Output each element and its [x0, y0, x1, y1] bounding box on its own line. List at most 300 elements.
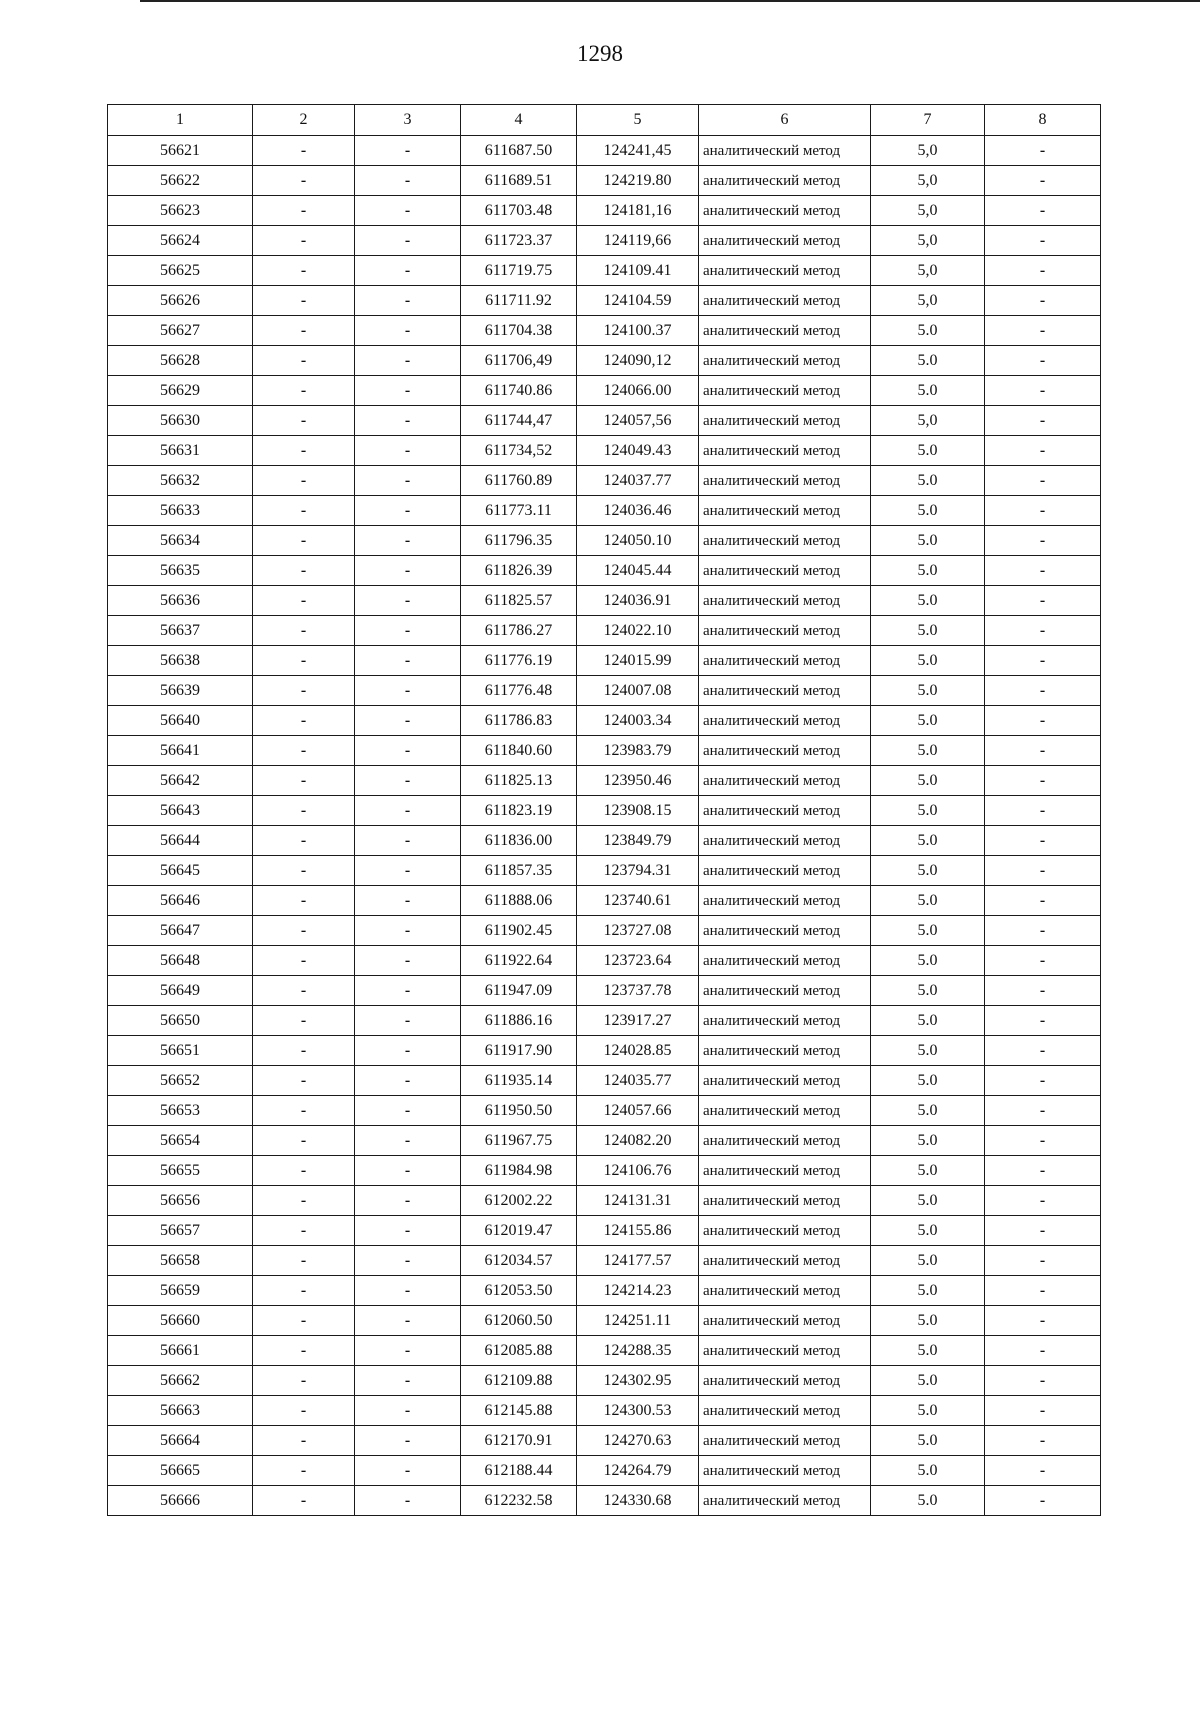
method-cell: аналитический метод	[699, 226, 871, 256]
accuracy-cell: 5,0	[871, 406, 985, 436]
accuracy-cell: 5,0	[871, 196, 985, 226]
table-row	[108, 1156, 1101, 1186]
y-coordinate-cell: 124251.11	[577, 1306, 699, 1336]
point-number-cell: 56658	[108, 1246, 253, 1276]
y-coordinate-cell: 123794.31	[577, 856, 699, 886]
col8-cell: -	[985, 436, 1101, 466]
accuracy-cell: 5.0	[871, 646, 985, 676]
table-row	[108, 736, 1101, 766]
point-number-cell: 56650	[108, 1006, 253, 1036]
point-number-cell: 56645	[108, 856, 253, 886]
point-number-cell: 56640	[108, 706, 253, 736]
accuracy-cell: 5,0	[871, 256, 985, 286]
y-coordinate-cell: 124036.46	[577, 496, 699, 526]
table-row	[108, 886, 1101, 916]
method-cell: аналитический метод	[699, 1036, 871, 1066]
point-number-cell: 56647	[108, 916, 253, 946]
table-row	[108, 826, 1101, 856]
method-cell: аналитический метод	[699, 1066, 871, 1096]
x-coordinate-cell: 611734,52	[461, 436, 577, 466]
x-coordinate-cell: 611840.60	[461, 736, 577, 766]
col2-cell: -	[253, 1396, 355, 1426]
point-number-cell: 56631	[108, 436, 253, 466]
col3-cell: -	[355, 556, 461, 586]
point-number-cell: 56661	[108, 1336, 253, 1366]
y-coordinate-cell: 124057,56	[577, 406, 699, 436]
method-cell: аналитический метод	[699, 946, 871, 976]
method-cell: аналитический метод	[699, 916, 871, 946]
method-cell: аналитический метод	[699, 1396, 871, 1426]
method-cell: аналитический метод	[699, 1186, 871, 1216]
accuracy-cell: 5.0	[871, 1126, 985, 1156]
table-row	[108, 1066, 1101, 1096]
col3-cell: -	[355, 256, 461, 286]
col8-cell: -	[985, 826, 1101, 856]
method-cell: аналитический метод	[699, 826, 871, 856]
column-header-8: 8	[985, 105, 1101, 136]
method-cell: аналитический метод	[699, 166, 871, 196]
col8-cell: -	[985, 196, 1101, 226]
header-row	[108, 105, 1101, 136]
y-coordinate-cell: 124015.99	[577, 646, 699, 676]
col2-cell: -	[253, 1246, 355, 1276]
y-coordinate-cell: 124106.76	[577, 1156, 699, 1186]
col2-cell: -	[253, 1006, 355, 1036]
col3-cell: -	[355, 466, 461, 496]
x-coordinate-cell: 611786.83	[461, 706, 577, 736]
col2-cell: -	[253, 526, 355, 556]
col2-cell: -	[253, 406, 355, 436]
y-coordinate-cell: 123723.64	[577, 946, 699, 976]
col8-cell: -	[985, 1396, 1101, 1426]
col3-cell: -	[355, 1006, 461, 1036]
y-coordinate-cell: 124045.44	[577, 556, 699, 586]
accuracy-cell: 5.0	[871, 496, 985, 526]
point-number-cell: 56660	[108, 1306, 253, 1336]
x-coordinate-cell: 611967.75	[461, 1126, 577, 1156]
col8-cell: -	[985, 886, 1101, 916]
x-coordinate-cell: 611706,49	[461, 346, 577, 376]
point-number-cell: 56648	[108, 946, 253, 976]
point-number-cell: 56663	[108, 1396, 253, 1426]
col2-cell: -	[253, 436, 355, 466]
col3-cell: -	[355, 706, 461, 736]
table-row	[108, 1096, 1101, 1126]
method-cell: аналитический метод	[699, 1306, 871, 1336]
x-coordinate-cell: 611857.35	[461, 856, 577, 886]
x-coordinate-cell: 611773.11	[461, 496, 577, 526]
col3-cell: -	[355, 736, 461, 766]
x-coordinate-cell: 611888.06	[461, 886, 577, 916]
col2-cell: -	[253, 766, 355, 796]
y-coordinate-cell: 124330.68	[577, 1486, 699, 1516]
y-coordinate-cell: 124007.08	[577, 676, 699, 706]
col2-cell: -	[253, 1456, 355, 1486]
y-coordinate-cell: 124109.41	[577, 256, 699, 286]
x-coordinate-cell: 611719.75	[461, 256, 577, 286]
column-header-5: 5	[577, 105, 699, 136]
x-coordinate-cell: 611723.37	[461, 226, 577, 256]
col2-cell: -	[253, 946, 355, 976]
accuracy-cell: 5.0	[871, 766, 985, 796]
col3-cell: -	[355, 796, 461, 826]
method-cell: аналитический метод	[699, 976, 871, 1006]
accuracy-cell: 5.0	[871, 436, 985, 466]
accuracy-cell: 5,0	[871, 166, 985, 196]
x-coordinate-cell: 611776.19	[461, 646, 577, 676]
col3-cell: -	[355, 496, 461, 526]
col2-cell: -	[253, 376, 355, 406]
col2-cell: -	[253, 826, 355, 856]
point-number-cell: 56654	[108, 1126, 253, 1156]
method-cell: аналитический метод	[699, 1426, 871, 1456]
x-coordinate-cell: 611760.89	[461, 466, 577, 496]
accuracy-cell: 5.0	[871, 676, 985, 706]
col3-cell: -	[355, 376, 461, 406]
col8-cell: -	[985, 916, 1101, 946]
method-cell: аналитический метод	[699, 1246, 871, 1276]
col8-cell: -	[985, 1456, 1101, 1486]
point-number-cell: 56644	[108, 826, 253, 856]
col8-cell: -	[985, 526, 1101, 556]
accuracy-cell: 5.0	[871, 1396, 985, 1426]
col3-cell: -	[355, 1066, 461, 1096]
accuracy-cell: 5.0	[871, 1036, 985, 1066]
y-coordinate-cell: 123849.79	[577, 826, 699, 856]
method-cell: аналитический метод	[699, 1006, 871, 1036]
col2-cell: -	[253, 136, 355, 166]
col8-cell: -	[985, 1096, 1101, 1126]
x-coordinate-cell: 611786.27	[461, 616, 577, 646]
col3-cell: -	[355, 826, 461, 856]
point-number-cell: 56653	[108, 1096, 253, 1126]
accuracy-cell: 5.0	[871, 1366, 985, 1396]
accuracy-cell: 5,0	[871, 286, 985, 316]
x-coordinate-cell: 612109.88	[461, 1366, 577, 1396]
method-cell: аналитический метод	[699, 196, 871, 226]
y-coordinate-cell: 123727.08	[577, 916, 699, 946]
col8-cell: -	[985, 1426, 1101, 1456]
col3-cell: -	[355, 136, 461, 166]
point-number-cell: 56662	[108, 1366, 253, 1396]
accuracy-cell: 5.0	[871, 316, 985, 346]
table-row	[108, 976, 1101, 1006]
point-number-cell: 56625	[108, 256, 253, 286]
accuracy-cell: 5.0	[871, 376, 985, 406]
table-row	[108, 256, 1101, 286]
col8-cell: -	[985, 736, 1101, 766]
col2-cell: -	[253, 1366, 355, 1396]
y-coordinate-cell: 123950.46	[577, 766, 699, 796]
table-row	[108, 556, 1101, 586]
table-row	[108, 646, 1101, 676]
x-coordinate-cell: 611796.35	[461, 526, 577, 556]
col2-cell: -	[253, 166, 355, 196]
y-coordinate-cell: 124264.79	[577, 1456, 699, 1486]
x-coordinate-cell: 611689.51	[461, 166, 577, 196]
method-cell: аналитический метод	[699, 496, 871, 526]
method-cell: аналитический метод	[699, 1366, 871, 1396]
x-coordinate-cell: 612002.22	[461, 1186, 577, 1216]
accuracy-cell: 5.0	[871, 1156, 985, 1186]
x-coordinate-cell: 611917.90	[461, 1036, 577, 1066]
col8-cell: -	[985, 1126, 1101, 1156]
col2-cell: -	[253, 1036, 355, 1066]
col2-cell: -	[253, 1216, 355, 1246]
accuracy-cell: 5.0	[871, 1006, 985, 1036]
y-coordinate-cell: 124300.53	[577, 1396, 699, 1426]
x-coordinate-cell: 612170.91	[461, 1426, 577, 1456]
col2-cell: -	[253, 346, 355, 376]
y-coordinate-cell: 124177.57	[577, 1246, 699, 1276]
col8-cell: -	[985, 586, 1101, 616]
point-number-cell: 56633	[108, 496, 253, 526]
table-row	[108, 406, 1101, 436]
method-cell: аналитический метод	[699, 1156, 871, 1186]
col8-cell: -	[985, 1156, 1101, 1186]
col3-cell: -	[355, 766, 461, 796]
col2-cell: -	[253, 556, 355, 586]
accuracy-cell: 5.0	[871, 556, 985, 586]
col8-cell: -	[985, 646, 1101, 676]
point-number-cell: 56634	[108, 526, 253, 556]
point-number-cell: 56643	[108, 796, 253, 826]
point-number-cell: 56623	[108, 196, 253, 226]
col3-cell: -	[355, 886, 461, 916]
table-row	[108, 916, 1101, 946]
col8-cell: -	[985, 376, 1101, 406]
point-number-cell: 56635	[108, 556, 253, 586]
point-number-cell: 56664	[108, 1426, 253, 1456]
col2-cell: -	[253, 916, 355, 946]
column-header-1: 1	[108, 105, 253, 136]
table-row	[108, 376, 1101, 406]
table-row	[108, 766, 1101, 796]
y-coordinate-cell: 124119,66	[577, 226, 699, 256]
x-coordinate-cell: 612019.47	[461, 1216, 577, 1246]
y-coordinate-cell: 124035.77	[577, 1066, 699, 1096]
col3-cell: -	[355, 976, 461, 1006]
x-coordinate-cell: 611687.50	[461, 136, 577, 166]
col3-cell: -	[355, 1156, 461, 1186]
table-row	[108, 706, 1101, 736]
col2-cell: -	[253, 1486, 355, 1516]
accuracy-cell: 5.0	[871, 1246, 985, 1276]
accuracy-cell: 5,0	[871, 136, 985, 166]
method-cell: аналитический метод	[699, 736, 871, 766]
col8-cell: -	[985, 946, 1101, 976]
col2-cell: -	[253, 256, 355, 286]
table-row	[108, 616, 1101, 646]
table-row	[108, 526, 1101, 556]
col2-cell: -	[253, 466, 355, 496]
point-number-cell: 56624	[108, 226, 253, 256]
table-row	[108, 286, 1101, 316]
col3-cell: -	[355, 166, 461, 196]
col3-cell: -	[355, 526, 461, 556]
col3-cell: -	[355, 1426, 461, 1456]
y-coordinate-cell: 123917.27	[577, 1006, 699, 1036]
method-cell: аналитический метод	[699, 556, 871, 586]
col8-cell: -	[985, 856, 1101, 886]
accuracy-cell: 5.0	[871, 796, 985, 826]
x-coordinate-cell: 611776.48	[461, 676, 577, 706]
x-coordinate-cell: 612145.88	[461, 1396, 577, 1426]
accuracy-cell: 5.0	[871, 346, 985, 376]
x-coordinate-cell: 612232.58	[461, 1486, 577, 1516]
accuracy-cell: 5.0	[871, 706, 985, 736]
col3-cell: -	[355, 1216, 461, 1246]
col3-cell: -	[355, 1276, 461, 1306]
col3-cell: -	[355, 586, 461, 616]
col8-cell: -	[985, 706, 1101, 736]
accuracy-cell: 5.0	[871, 1186, 985, 1216]
table-row	[108, 346, 1101, 376]
point-number-cell: 56655	[108, 1156, 253, 1186]
col8-cell: -	[985, 136, 1101, 166]
method-cell: аналитический метод	[699, 346, 871, 376]
table-row	[108, 1186, 1101, 1216]
x-coordinate-cell: 612034.57	[461, 1246, 577, 1276]
x-coordinate-cell: 611922.64	[461, 946, 577, 976]
x-coordinate-cell: 611740.86	[461, 376, 577, 406]
y-coordinate-cell: 124131.31	[577, 1186, 699, 1216]
point-number-cell: 56630	[108, 406, 253, 436]
accuracy-cell: 5.0	[871, 1336, 985, 1366]
method-cell: аналитический метод	[699, 616, 871, 646]
col3-cell: -	[355, 1396, 461, 1426]
table-row	[108, 1216, 1101, 1246]
x-coordinate-cell: 611902.45	[461, 916, 577, 946]
method-cell: аналитический метод	[699, 646, 871, 676]
col3-cell: -	[355, 916, 461, 946]
accuracy-cell: 5.0	[871, 886, 985, 916]
col8-cell: -	[985, 496, 1101, 526]
col8-cell: -	[985, 406, 1101, 436]
col3-cell: -	[355, 196, 461, 226]
col3-cell: -	[355, 1126, 461, 1156]
col3-cell: -	[355, 436, 461, 466]
point-number-cell: 56652	[108, 1066, 253, 1096]
col3-cell: -	[355, 1336, 461, 1366]
col2-cell: -	[253, 1336, 355, 1366]
y-coordinate-cell: 124214.23	[577, 1276, 699, 1306]
accuracy-cell: 5.0	[871, 526, 985, 556]
x-coordinate-cell: 611825.57	[461, 586, 577, 616]
col2-cell: -	[253, 616, 355, 646]
table-row	[108, 226, 1101, 256]
y-coordinate-cell: 124057.66	[577, 1096, 699, 1126]
accuracy-cell: 5.0	[871, 826, 985, 856]
method-cell: аналитический метод	[699, 1126, 871, 1156]
accuracy-cell: 5.0	[871, 586, 985, 616]
col3-cell: -	[355, 616, 461, 646]
x-coordinate-cell: 611825.13	[461, 766, 577, 796]
point-number-cell: 56636	[108, 586, 253, 616]
col8-cell: -	[985, 1246, 1101, 1276]
col3-cell: -	[355, 676, 461, 706]
table-row	[108, 166, 1101, 196]
point-number-cell: 56637	[108, 616, 253, 646]
col8-cell: -	[985, 1366, 1101, 1396]
x-coordinate-cell: 611744,47	[461, 406, 577, 436]
col2-cell: -	[253, 1096, 355, 1126]
accuracy-cell: 5.0	[871, 1276, 985, 1306]
col2-cell: -	[253, 1186, 355, 1216]
col2-cell: -	[253, 1276, 355, 1306]
table-row	[108, 436, 1101, 466]
col8-cell: -	[985, 166, 1101, 196]
table-row	[108, 1306, 1101, 1336]
accuracy-cell: 5.0	[871, 976, 985, 1006]
col2-cell: -	[253, 736, 355, 766]
col3-cell: -	[355, 286, 461, 316]
col2-cell: -	[253, 316, 355, 346]
y-coordinate-cell: 124090,12	[577, 346, 699, 376]
y-coordinate-cell: 124288.35	[577, 1336, 699, 1366]
method-cell: аналитический метод	[699, 1456, 871, 1486]
col2-cell: -	[253, 646, 355, 676]
col3-cell: -	[355, 1456, 461, 1486]
table-body	[108, 136, 1101, 1516]
y-coordinate-cell: 124028.85	[577, 1036, 699, 1066]
point-number-cell: 56638	[108, 646, 253, 676]
method-cell: аналитический метод	[699, 1096, 871, 1126]
col2-cell: -	[253, 1156, 355, 1186]
top-border-line	[140, 0, 1200, 2]
page-number: 1298	[577, 41, 623, 66]
method-cell: аналитический метод	[699, 316, 871, 346]
method-cell: аналитический метод	[699, 676, 871, 706]
point-number-cell: 56632	[108, 466, 253, 496]
col3-cell: -	[355, 1366, 461, 1396]
accuracy-cell: 5.0	[871, 736, 985, 766]
col3-cell: -	[355, 226, 461, 256]
col3-cell: -	[355, 1096, 461, 1126]
x-coordinate-cell: 612085.88	[461, 1336, 577, 1366]
table-row	[108, 1486, 1101, 1516]
coordinates-table	[107, 104, 1101, 1516]
accuracy-cell: 5.0	[871, 1306, 985, 1336]
x-coordinate-cell: 611836.00	[461, 826, 577, 856]
col2-cell: -	[253, 856, 355, 886]
y-coordinate-cell: 124302.95	[577, 1366, 699, 1396]
table-row	[108, 1426, 1101, 1456]
col2-cell: -	[253, 196, 355, 226]
table-row	[108, 196, 1101, 226]
table-row	[108, 856, 1101, 886]
col8-cell: -	[985, 1066, 1101, 1096]
y-coordinate-cell: 124037.77	[577, 466, 699, 496]
accuracy-cell: 5,0	[871, 226, 985, 256]
accuracy-cell: 5.0	[871, 916, 985, 946]
accuracy-cell: 5.0	[871, 946, 985, 976]
x-coordinate-cell: 612060.50	[461, 1306, 577, 1336]
col2-cell: -	[253, 1426, 355, 1456]
method-cell: аналитический метод	[699, 706, 871, 736]
x-coordinate-cell: 612053.50	[461, 1276, 577, 1306]
y-coordinate-cell: 124181,16	[577, 196, 699, 226]
column-header-4: 4	[461, 105, 577, 136]
point-number-cell: 56628	[108, 346, 253, 376]
method-cell: аналитический метод	[699, 1336, 871, 1366]
col8-cell: -	[985, 1036, 1101, 1066]
point-number-cell: 56665	[108, 1456, 253, 1486]
table-row	[108, 496, 1101, 526]
point-number-cell: 56627	[108, 316, 253, 346]
accuracy-cell: 5.0	[871, 466, 985, 496]
table-row	[108, 1246, 1101, 1276]
